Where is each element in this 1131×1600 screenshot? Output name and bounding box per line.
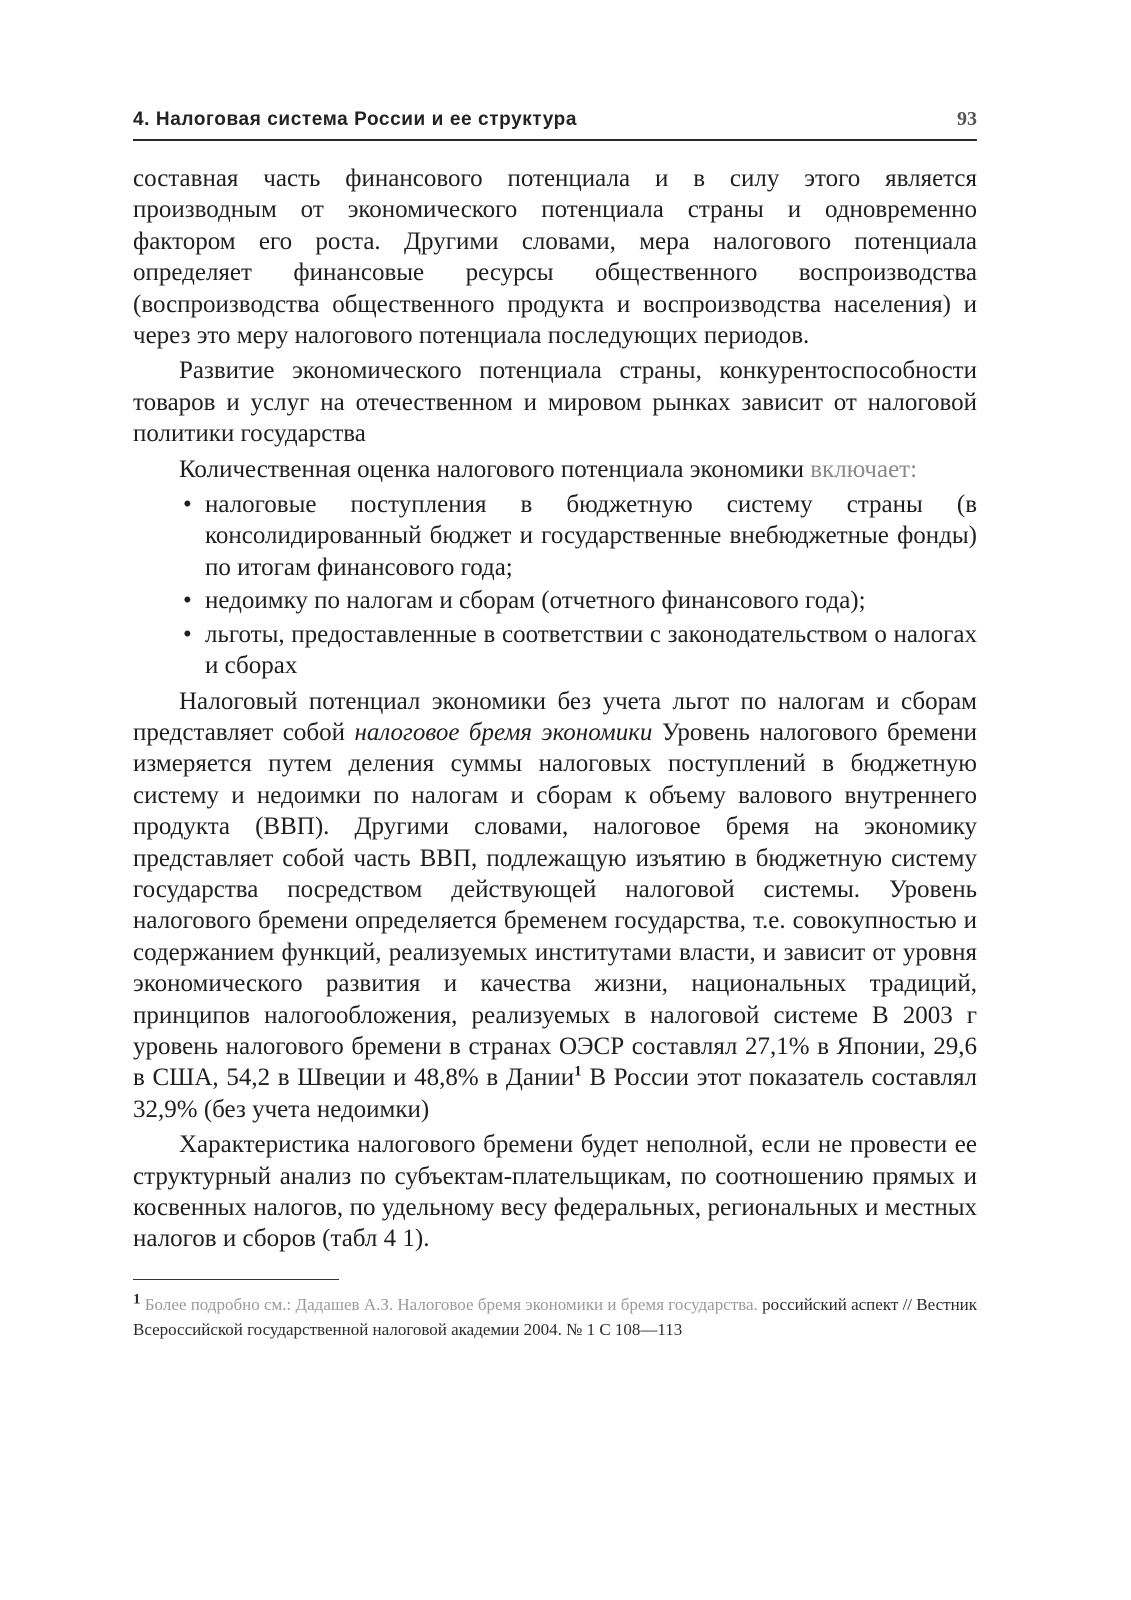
list-item: [133, 489, 977, 583]
footnote-blurred-text: Более подробно см.: Дадашев А.З. Налоговое бремя экономики и бремя государства.: [144, 1294, 758, 1314]
paragraph-3: [133, 454, 977, 485]
page-number: 93: [957, 108, 977, 130]
paragraph-3-faint-word: включает:: [810, 455, 918, 483]
list-item: [133, 585, 977, 616]
running-header: [133, 108, 977, 141]
footnote: [133, 1292, 977, 1342]
list-item: [133, 619, 977, 682]
paragraph-1: составная часть финансового потенциала и в силу этого является производным от экономического потенциала страны и одновременно фактором его роста. Другими словами, мера налогового потенциала определяет финансовые ресурсы общественного воспроизводства (воспроизводства общественного продукта и воспроизводства населения) и через это меру налогового потенциала последующих периодов.: [133, 165, 977, 350]
paragraph-3-text: Количественная оценка налогового потенциала экономики: [179, 455, 804, 483]
list-item-text: недоимку по налогам и сборам (отчетного финансового года);: [205, 587, 866, 615]
paragraph-4: [133, 686, 977, 1126]
main-text: [133, 163, 977, 1255]
list-item-text: льготы, предоставленные в соответствии с законодательством о налогах и сборах: [205, 620, 977, 680]
bullet-list: [133, 489, 977, 681]
bullet-icon: •: [183, 491, 192, 519]
paragraph-4-body: Уровень налогового бремени измеряется путем деления суммы налоговых поступлений в бюджетную систему и недоимки по налогам и сборам к объему валового внутреннего продукта (ВВП). Другими словами, налоговое бремя на экономику представляет собой часть ВВП, подлежащую изъятию в бюджетную систему государства посредством действующей налоговой системы. Уровень налогового бремени определяется бременем государства, т.е. совокупностью и содержанием функций, реализуемых институтами власти, и зависит от уровня экономического развития и качества жизни, национальных традиций, принципов налогообложения, реализуемых в налоговой системе В 2003 г уровень налогового бремени в странах ОЭСР составлял 27,1% в Японии, 29,6 в США, 54,2 в Швеции и 48,8% в Дании: [133, 718, 978, 1092]
bullet-icon: •: [183, 620, 192, 648]
footnote-divider: [133, 1279, 339, 1280]
paragraph-2: Развитие экономического потенциала страны, конкурентоспособности товаров и услуг на отечественном и мировом рынках зависит от налоговой политики государства: [133, 357, 977, 448]
chapter-title: 4. Налоговая система России и ее структура: [133, 109, 578, 130]
footnote-text: российский аспект // Вестник Всероссийской государственной налоговой академии 2004. № 1 С 108—113: [133, 1294, 978, 1339]
paragraph-4-lead: Налоговый потенциал экономики без учета льгот по налогам и сборам представляет собой: [133, 687, 977, 746]
list-item-text: налоговые поступления в бюджетную систему страны (в консолидированный бюджет и государственные внебюджетные фонды) по итогам финансового года;: [205, 491, 977, 581]
book-page: [133, 108, 977, 1342]
paragraph-4-tail: В России этот показатель составлял 32,9% (без учета недоимки): [133, 1064, 978, 1123]
key-term: налоговое бремя экономики: [354, 718, 653, 746]
bullet-icon: •: [183, 587, 192, 615]
paragraph-5: Характеристика налогового бремени будет неполной, если не провести ее структурный анализ по субъектам-плательщикам, по соотношению прямых и косвенных налогов, по удельному весу федеральных, региональных и местных налогов и сборов (табл 4 1).: [133, 1131, 977, 1253]
footnote-mark: 1: [133, 1291, 141, 1308]
footnote-reference[interactable]: 1: [574, 1064, 582, 1081]
